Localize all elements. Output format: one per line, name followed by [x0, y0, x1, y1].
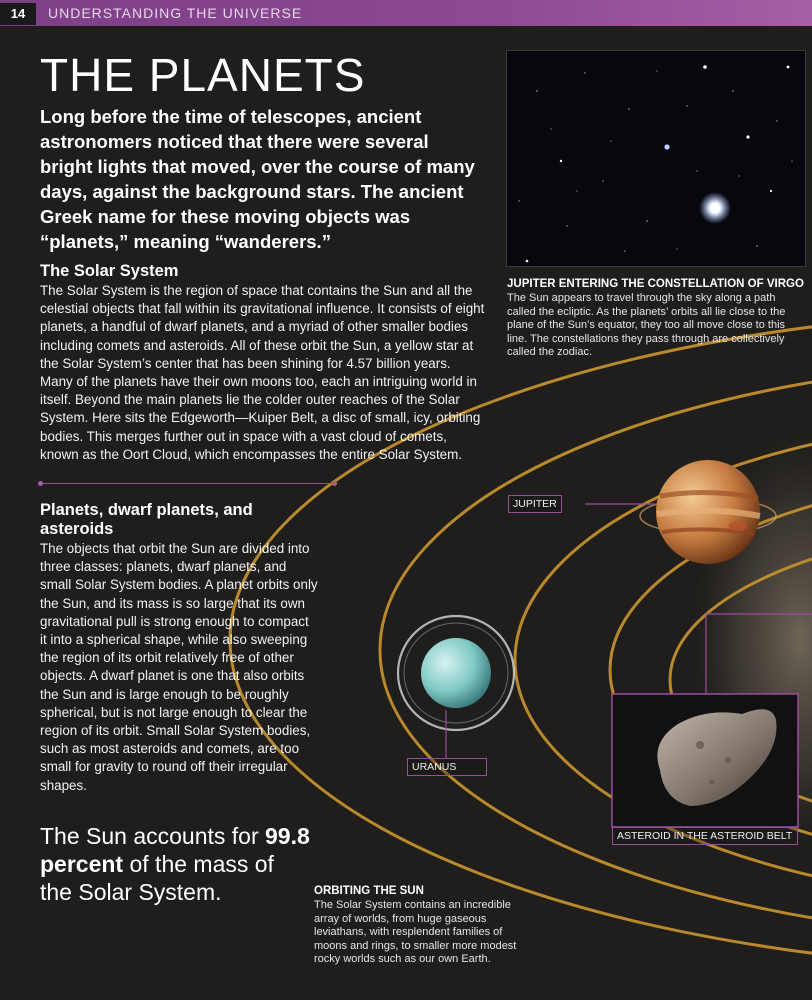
uranus-planet: [398, 616, 514, 730]
uranus-label: URANUS: [407, 758, 487, 776]
asteroid-label: ASTEROID IN THE ASTEROID BELT: [612, 827, 798, 845]
jupiter-label: JUPITER: [508, 495, 562, 513]
photo-caption-text: The Sun appears to travel through the sky along a path called the ecliptic. As the planets’ orbits all lie close to the plane of the Sun’s equator, they too all move close to this line. The constellations they pass through are collectively called the zodiac.: [507, 292, 786, 358]
jupiter-virgo-photo: [506, 50, 806, 267]
planets-heading: Planets, dwarf planets, and asteroids: [40, 501, 253, 538]
pull-quote-pre: The Sun accounts for: [40, 823, 266, 849]
page-title: THE PLANETS: [40, 49, 366, 101]
intro-paragraph: Long before the time of telescopes, ancient astronomers noticed that there were several bright lights that moved, over the course of many days, against the background stars. The ancient Greek name for these moving objects was “planets,” meaning “wanderers.”: [40, 106, 475, 252]
pull-quote-post: of the mass of the Solar System.: [40, 851, 274, 905]
planets-body: The objects that orbit the Sun are divided into three classes: planets, dwarf planets, and small Solar System bodies. A planet orbits only the Sun, and its mass is so large that its own gravitational pull is strong enough to compact it into a spherical shape, while also sweeping the region of its orbit relatively free of other objects. A dwarf planet is one that also orbits the Sun and is large enough to be roughly spherical, but is not large enough to clear the region of its orbit. Small Solar System bodies, such as most asteroids and comets, are too small for gravity to round off their irregular shapes.: [40, 541, 318, 793]
solar-system-body: The Solar System is the region of space that contains the Sun and all the celestial objects that fall within its gravitational influence. It consists of eight planets, a handful of dwarf planets, and a myriad of other smaller bodies including comets and asteroids. All of these orbit the Sun, a yellow star at the Solar System’s center that has been shining for 4.57 billion years. Many of the planets have their own moons too, each an intriguing world in itself. Beyond the main planets lie the colder outer reaches of the Solar System. Here sits the Edgeworth—Kuiper Belt, a disc of small, icy, orbiting bodies. This merges further out in space with a vast cloud of comets, known as the Oort Cloud, which encompasses the entire Solar System.: [40, 283, 485, 462]
pull-quote: [40, 822, 310, 906]
star-field: [507, 51, 805, 266]
pull-quote-highlight: 99.8 percent: [40, 823, 310, 877]
diagram-caption-text: The Solar System contains an incredible array of worlds, from huge gaseous leviathans, with resplendent families of moons and rings, to smaller more modest rocky worlds such as our own Earth.: [314, 899, 517, 965]
section-title: UNDERSTANDING THE UNIVERSE: [48, 5, 303, 21]
photo-caption-title: JUPITER ENTERING THE CONSTELLATION OF VIRGO: [507, 278, 804, 290]
page-number: 14: [0, 3, 36, 25]
diagram-caption-title: ORBITING THE SUN: [314, 885, 424, 897]
solar-system-heading: The Solar System: [40, 262, 179, 280]
section-divider: [40, 483, 335, 484]
